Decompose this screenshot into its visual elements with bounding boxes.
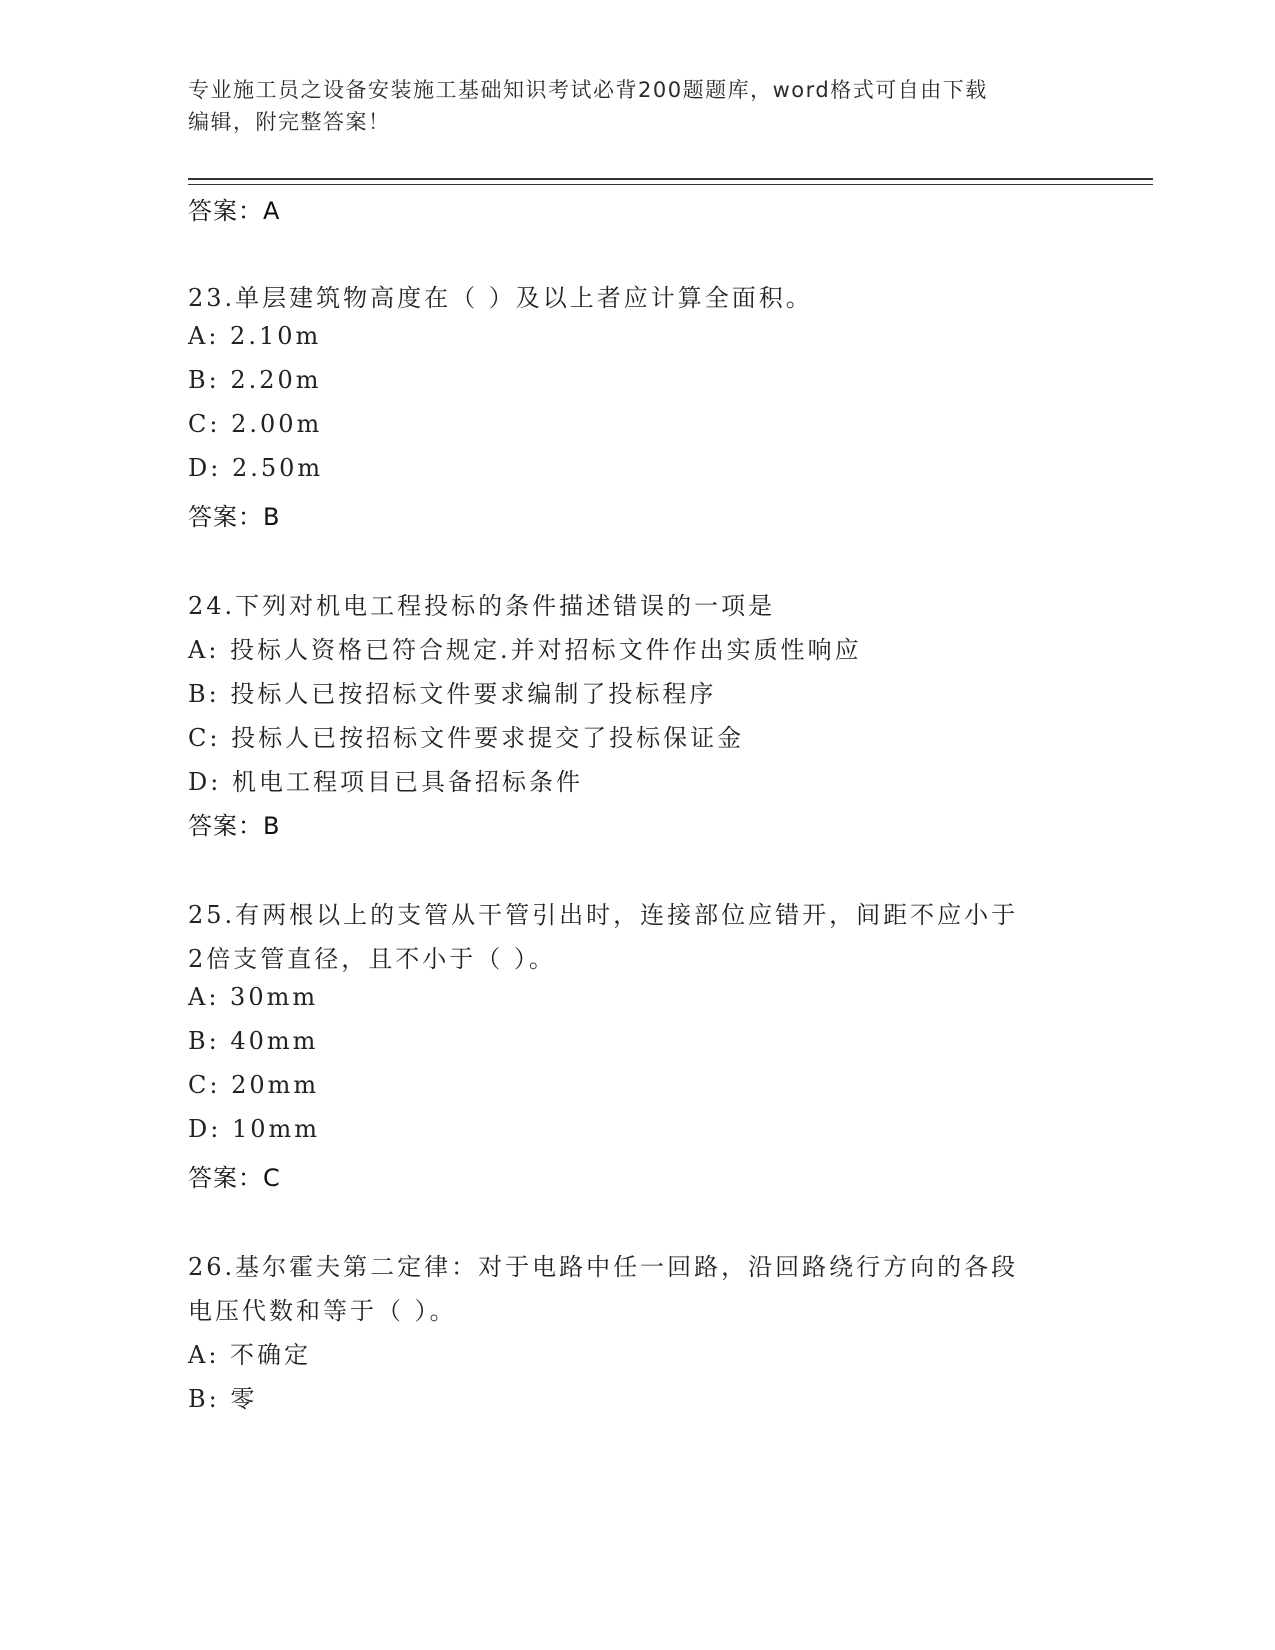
question-24-option-a: A: 投标人资格已符合规定.并对招标文件作出实质性响应 bbox=[188, 636, 862, 664]
question-26-stem-line-1: 26.基尔霍夫第二定律：对于电路中任一回路，沿回路绕行方向的各段 bbox=[188, 1253, 1019, 1281]
header-divider-thin bbox=[188, 184, 1153, 185]
question-26-stem-line-2: 电压代数和等于（ ）。 bbox=[188, 1297, 457, 1325]
question-25-stem-line-1: 25.有两根以上的支管从干管引出时，连接部位应错开，间距不应小于 bbox=[188, 901, 1019, 929]
question-23-answer: 答案：B bbox=[188, 503, 281, 531]
question-25-option-c: C: 20mm bbox=[188, 1071, 320, 1099]
question-24-option-c: C: 投标人已按招标文件要求提交了投标保证金 bbox=[188, 724, 745, 752]
header-divider-thick bbox=[188, 178, 1153, 180]
question-23-option-d: D: 2.50m bbox=[188, 454, 324, 482]
question-26-option-b: B: 零 bbox=[188, 1385, 258, 1413]
previous-answer: 答案：A bbox=[188, 197, 281, 225]
document-header bbox=[188, 74, 1068, 138]
question-26-option-a: A: 不确定 bbox=[188, 1341, 312, 1369]
question-23-option-c: C: 2.00m bbox=[188, 410, 323, 438]
question-23-option-a: A: 2.10m bbox=[188, 322, 322, 350]
question-25-option-a: A: 30mm bbox=[188, 983, 319, 1011]
question-25-option-b: B: 40mm bbox=[188, 1027, 319, 1055]
question-24-option-b: B: 投标人已按招标文件要求编制了投标程序 bbox=[188, 680, 717, 708]
question-25-answer: 答案：C bbox=[188, 1164, 281, 1192]
question-25-stem-line-2: 2倍支管直径，且不小于（ ）。 bbox=[188, 945, 556, 973]
header-title-line-2: 编辑，附完整答案！ bbox=[188, 110, 391, 134]
question-23-stem: 23.单层建筑物高度在（ ）及以上者应计算全面积。 bbox=[188, 284, 813, 312]
question-24-option-d: D: 机电工程项目已具备招标条件 bbox=[188, 768, 583, 796]
question-23-option-b: B: 2.20m bbox=[188, 366, 322, 394]
header-title-line-1: 专业施工员之设备安装施工基础知识考试必背200题题库，word格式可自由下载 bbox=[188, 78, 988, 102]
question-25-option-d: D: 10mm bbox=[188, 1115, 321, 1143]
question-24-answer: 答案：B bbox=[188, 812, 281, 840]
question-24-stem: 24.下列对机电工程投标的条件描述错误的一项是 bbox=[188, 592, 776, 620]
